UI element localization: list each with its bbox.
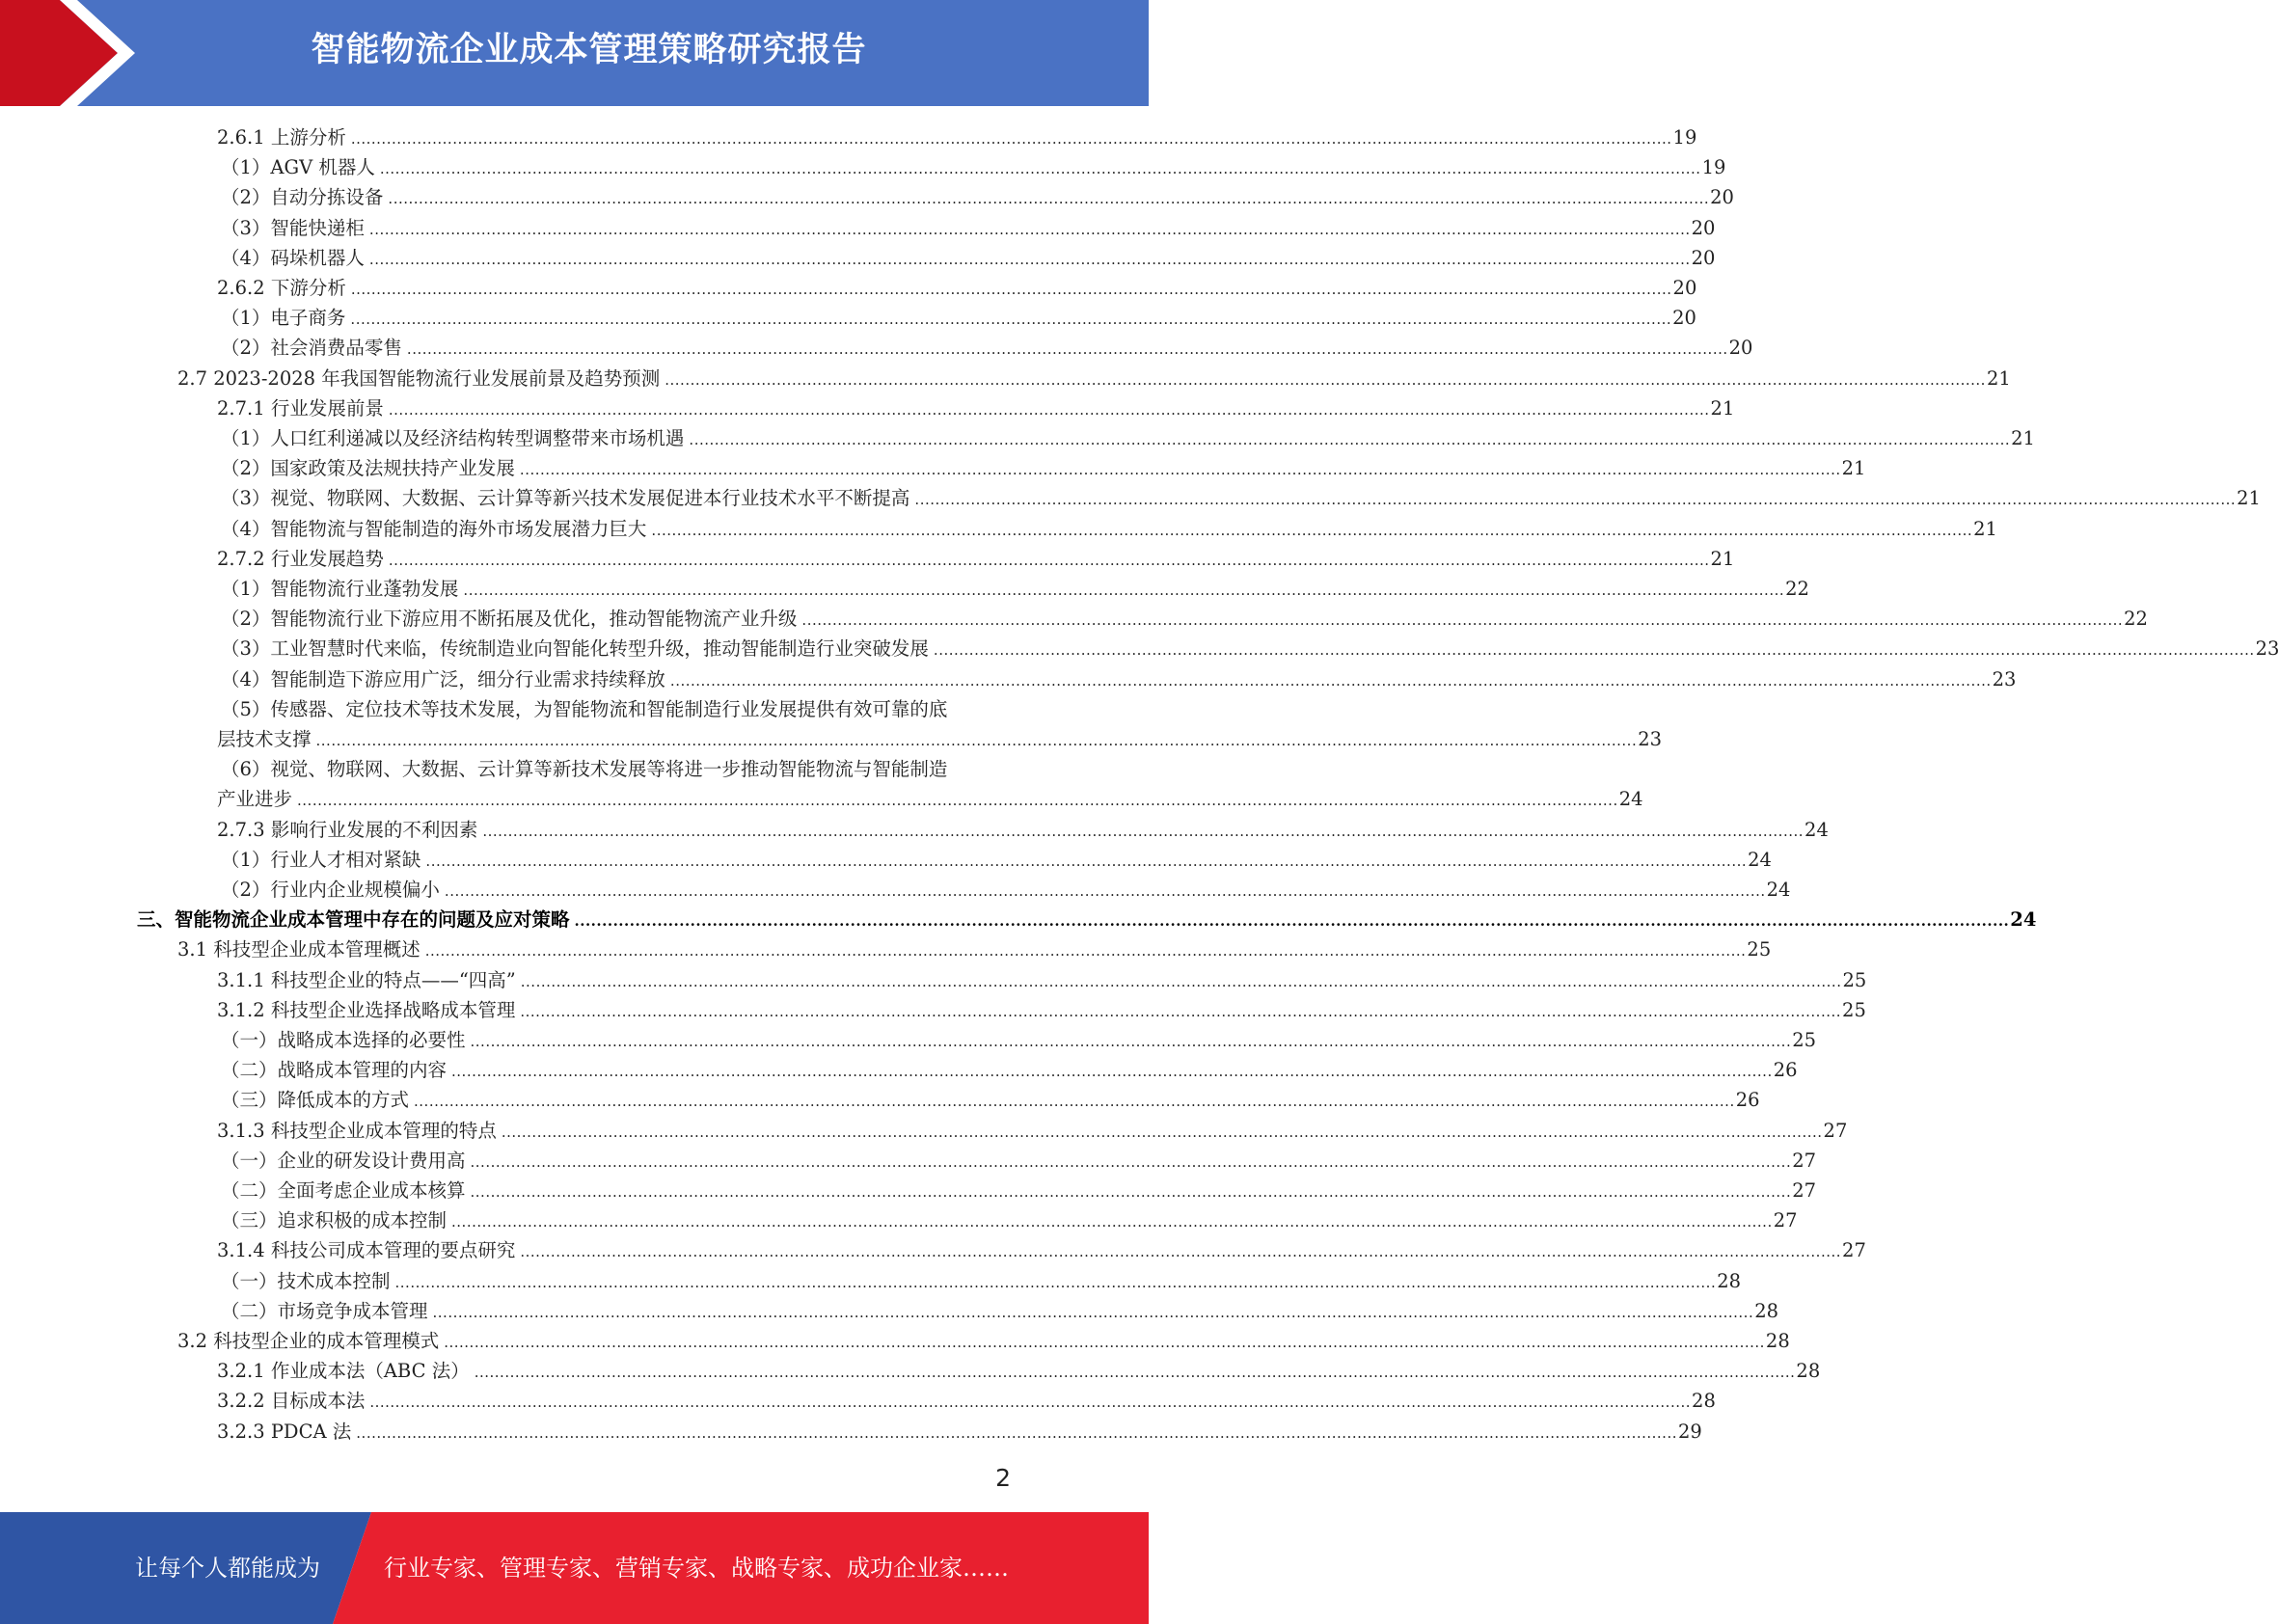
toc-entry-page: 21	[1973, 517, 1997, 540]
toc-entry-page: 21	[2011, 427, 2035, 449]
toc-entry[interactable]	[177, 364, 2011, 393]
toc-entry[interactable]	[217, 754, 1643, 814]
toc-entry-title: 3.2.1 作业成本法（ABC 法）	[217, 1360, 470, 1383]
toc-dot-leader: ....................................................................................................................................................................................................................................................................	[914, 491, 2237, 509]
toc-entry-title: （一）企业的研发设计费用高	[221, 1149, 466, 1172]
toc-entry[interactable]	[217, 544, 1735, 574]
toc-entry-title: （1）AGV 机器人	[221, 156, 375, 179]
toc-entry-title: 3.1 科技型企业成本管理概述	[177, 938, 421, 961]
toc-entry[interactable]	[177, 934, 1772, 964]
toc-entry-title: （1）电子商务	[221, 307, 346, 330]
toc-dot-leader: ....................................................................................................................................................................................................................................................................	[470, 1033, 1792, 1050]
toc-entry-page: 20	[1672, 277, 1697, 299]
toc-dot-leader: ....................................................................................................................................................................................................................................................................	[350, 130, 1672, 148]
toc-entry-page: 28	[1692, 1390, 1716, 1413]
toc-entry-page: 25	[1747, 938, 1772, 961]
toc-entry-title: （3）工业智慧时代来临，传统制造业向智能化转型升级，推动智能制造行业突破发展	[221, 637, 929, 661]
toc-dot-leader: ....................................................................................................................................................................................................................................................................	[350, 281, 1672, 298]
toc-entry[interactable]	[217, 995, 1866, 1025]
toc-entry-title: （6）视觉、物联网、大数据、云计算等新技术发展等将进一步推动智能物流与智能制造	[221, 758, 948, 781]
toc-entry[interactable]	[221, 604, 2148, 634]
toc-entry-page: 23	[2255, 637, 2279, 661]
toc-entry[interactable]	[217, 1235, 1866, 1265]
toc-entry-page: 28	[1796, 1360, 1821, 1383]
toc-entry[interactable]	[217, 122, 1697, 152]
toc-dot-leader: ....................................................................................................................................................................................................................................................................	[414, 1093, 1735, 1111]
toc-entry-page: 25	[1792, 1029, 1817, 1051]
toc-entry[interactable]	[221, 243, 1716, 273]
toc-entry[interactable]	[221, 303, 1696, 333]
toc-dot-leader: ....................................................................................................................................................................................................................................................................	[432, 1303, 1754, 1321]
toc-entry[interactable]	[221, 634, 2279, 663]
toc-entry-page: 27	[1792, 1149, 1817, 1172]
toc-entry-title: 3.1.4 科技公司成本管理的要点研究	[217, 1239, 516, 1262]
toc-entry-page: 20	[1710, 186, 1734, 209]
toc-dot-leader: ....................................................................................................................................................................................................................................................................	[933, 641, 2255, 660]
page-number: 2	[995, 1464, 1011, 1492]
toc-dot-leader: ....................................................................................................................................................................................................................................................................	[369, 1394, 1692, 1412]
toc-entry[interactable]	[217, 965, 1867, 995]
toc-entry-page: 21	[1710, 547, 1735, 570]
toc-entry-page: 27	[1842, 1239, 1866, 1262]
toc-entry[interactable]	[221, 1205, 1798, 1235]
toc-entry-page: 21	[2237, 487, 2261, 510]
toc-entry[interactable]	[221, 1025, 1817, 1055]
toc-entry[interactable]	[217, 1386, 1716, 1416]
toc-entry[interactable]	[221, 453, 1866, 483]
toc-entry-page: 24	[1748, 848, 1772, 871]
toc-entry-title: 2.7.3 影响行业发展的不利因素	[217, 818, 478, 841]
toc-entry-title: 3.1.3 科技型企业成本管理的特点	[217, 1119, 497, 1142]
toc-entry-title: （一）技术成本控制	[221, 1269, 391, 1292]
document-title: 智能物流企业成本管理策略研究报告	[311, 31, 867, 69]
toc-entry-page: 20	[1691, 216, 1716, 239]
toc-entry-page: 22	[2124, 608, 2148, 631]
toc-dot-leader: ....................................................................................................................................................................................................................................................................	[520, 972, 1842, 990]
toc-dot-leader: ....................................................................................................................................................................................................................................................................	[669, 671, 1992, 690]
toc-dot-leader: ....................................................................................................................................................................................................................................................................	[665, 370, 1986, 389]
toc-dot-leader: ....................................................................................................................................................................................................................................................................	[368, 250, 1691, 268]
toc-entry-page: 24	[1766, 879, 1791, 901]
toc-entry[interactable]	[221, 1176, 1817, 1205]
toc-entry-page: 28	[1754, 1299, 1779, 1322]
toc-dot-leader: ....................................................................................................................................................................................................................................................................	[394, 1273, 1717, 1291]
toc-dot-leader: ....................................................................................................................................................................................................................................................................	[451, 1063, 1773, 1081]
toc-entry-title: 3.1.1 科技型企业的特点——“四高”	[217, 968, 516, 991]
toc-dot-leader: ....................................................................................................................................................................................................................................................................	[406, 340, 1728, 359]
footer-banner	[0, 1512, 1149, 1624]
toc-entry-page: 20	[1691, 246, 1716, 269]
toc-entry-page: 21	[1986, 366, 2011, 390]
header-banner	[0, 0, 1149, 106]
toc-dot-leader: ....................................................................................................................................................................................................................................................................	[379, 160, 1701, 178]
toc-entry[interactable]	[217, 273, 1697, 303]
toc-dot-leader: ....................................................................................................................................................................................................................................................................	[350, 311, 1672, 329]
toc-entry-page: 26	[1735, 1089, 1760, 1112]
toc-entry-title: （1）智能物流行业蓬勃发展	[221, 578, 459, 600]
toc-entry-title: 3.2.3 PDCA 法	[217, 1420, 352, 1443]
toc-entry[interactable]	[217, 694, 1663, 754]
toc-entry-title: （1）行业人才相对紧缺	[221, 848, 421, 871]
toc-entry-page: 19	[1701, 156, 1726, 179]
toc-entry-page: 19	[1672, 126, 1697, 149]
toc-entry[interactable]	[221, 152, 1726, 182]
toc-entry[interactable]	[221, 845, 1772, 875]
toc-entry-title: （2）国家政策及法规扶持产业发展	[221, 457, 515, 480]
toc-dot-leader: ....................................................................................................................................................................................................................................................................	[368, 220, 1691, 238]
toc-entry-page: 28	[1717, 1269, 1742, 1292]
toc-entry-title: （4）码垛机器人	[221, 246, 365, 269]
toc-dot-leader: ....................................................................................................................................................................................................................................................................	[463, 582, 1785, 599]
footer-slogan-left: 让每个人都能成为	[135, 1555, 320, 1582]
toc-entry-title: （2）自动分拣设备	[221, 186, 384, 209]
toc-dot-leader: ....................................................................................................................................................................................................................................................................	[297, 792, 1618, 810]
toc-entry-title: （1）人口红利递减以及经济结构转型调整带来市场机遇	[221, 427, 685, 449]
toc-entry[interactable]	[221, 875, 1791, 905]
toc-dot-leader: ....................................................................................................................................................................................................................................................................	[388, 551, 1710, 569]
toc-entry[interactable]	[221, 1146, 1817, 1176]
toc-entry-title: （二）全面考虑企业成本核算	[221, 1179, 466, 1202]
toc-entry[interactable]	[221, 574, 1809, 604]
toc-entry[interactable]	[221, 1266, 1742, 1296]
toc-entry-title: （二）战略成本管理的内容	[221, 1059, 448, 1082]
toc-entry[interactable]	[217, 393, 1735, 423]
toc-entry-page: 27	[1773, 1209, 1798, 1232]
toc-entry-page: 20	[1672, 307, 1696, 330]
toc-dot-leader: ....................................................................................................................................................................................................................................................................	[520, 1002, 1842, 1020]
toc-entry-page: 24	[1618, 788, 1643, 811]
toc-dot-leader: ....................................................................................................................................................................................................................................................................	[574, 912, 2010, 931]
toc-entry[interactable]	[221, 514, 1997, 544]
toc-entry-page: 29	[1677, 1420, 1702, 1443]
toc-entry-title: （二）市场竞争成本管理	[221, 1299, 428, 1322]
toc-entry[interactable]	[221, 1085, 1760, 1115]
toc-entry-page: 21	[1710, 396, 1735, 420]
toc-dot-leader: ....................................................................................................................................................................................................................................................................	[651, 521, 1973, 539]
toc-entry-title-continued: 层技术支撑	[217, 727, 312, 750]
toc-dot-leader: ....................................................................................................................................................................................................................................................................	[444, 1334, 1765, 1351]
toc-dot-leader: ....................................................................................................................................................................................................................................................................	[474, 1364, 1796, 1382]
toc-dot-leader: ....................................................................................................................................................................................................................................................................	[451, 1213, 1773, 1232]
toc-entry-page: 24	[2010, 908, 2037, 932]
toc-entry-page: 27	[1823, 1119, 1848, 1142]
toc-entry-page: 23	[1992, 667, 2017, 690]
toc-entry-page: 22	[1785, 578, 1809, 600]
toc-entry-page: 20	[1728, 337, 1753, 360]
toc-entry[interactable]	[221, 333, 1753, 363]
toc-entry[interactable]	[217, 1356, 1821, 1386]
toc-dot-leader: ....................................................................................................................................................................................................................................................................	[470, 1183, 1792, 1201]
toc-entry-title: （三）降低成本的方式	[221, 1089, 410, 1112]
toc-entry-title: （4）智能制造下游应用广泛，细分行业需求持续释放	[221, 667, 665, 690]
toc-dot-leader: ....................................................................................................................................................................................................................................................................	[388, 400, 1710, 419]
toc-entry-page: 24	[1804, 818, 1829, 841]
toc-dot-leader: ....................................................................................................................................................................................................................................................................	[482, 822, 1804, 840]
toc-entry-title: （4）智能物流与智能制造的海外市场发展潜力巨大	[221, 517, 647, 540]
toc-entry-title: （三）追求积极的成本控制	[221, 1209, 448, 1232]
toc-entry-title: 2.6.1 上游分析	[217, 126, 346, 149]
toc-dot-leader: ....................................................................................................................................................................................................................................................................	[520, 1243, 1842, 1261]
toc-entry[interactable]	[217, 1116, 1848, 1146]
toc-entry-page: 26	[1773, 1059, 1798, 1082]
toc-dot-leader: ....................................................................................................................................................................................................................................................................	[315, 731, 1638, 749]
toc-entry-title: 2.7 2023-2028 年我国智能物流行业发展前景及趋势预测	[177, 366, 661, 390]
toc-entry-title: （2）社会消费品零售	[221, 337, 402, 360]
toc-entry[interactable]	[137, 905, 2037, 934]
toc-entry-title-continued: 产业进步	[217, 788, 293, 811]
toc-entry-page: 25	[1842, 968, 1867, 991]
toc-dot-leader: ....................................................................................................................................................................................................................................................................	[424, 942, 1747, 961]
toc-entry-title: （一）战略成本选择的必要性	[221, 1029, 466, 1051]
toc-entry-page: 27	[1792, 1179, 1817, 1202]
toc-entry-title: 3.2 科技型企业的成本管理模式	[177, 1330, 440, 1352]
toc-entry[interactable]	[221, 213, 1716, 243]
toc-entry-page: 23	[1638, 727, 1663, 750]
toc-entry-page: 21	[1841, 457, 1866, 480]
toc-entry[interactable]	[221, 483, 2261, 513]
toc-entry-title: 3.1.2 科技型企业选择战略成本管理	[217, 998, 516, 1021]
toc-entry-title: 2.7.1 行业发展前景	[217, 396, 384, 420]
toc-entry-title: 2.6.2 下游分析	[217, 277, 346, 299]
toc-dot-leader: ....................................................................................................................................................................................................................................................................	[356, 1423, 1677, 1442]
toc-dot-leader: ....................................................................................................................................................................................................................................................................	[501, 1123, 1823, 1141]
toc-entry[interactable]	[217, 815, 1829, 845]
toc-entry-title: （2）行业内企业规模偏小	[221, 879, 440, 901]
toc-dot-leader: ....................................................................................................................................................................................................................................................................	[519, 461, 1841, 479]
footer-slogan-right: 行业专家、管理专家、营销专家、战略专家、成功企业家……	[384, 1555, 1009, 1582]
toc-dot-leader: ....................................................................................................................................................................................................................................................................	[470, 1152, 1792, 1171]
toc-entry-page: 25	[1842, 998, 1866, 1021]
toc-dot-leader: ....................................................................................................................................................................................................................................................................	[689, 431, 2011, 448]
toc-entry-title: （3）智能快递柜	[221, 216, 365, 239]
toc-entry-title: （2）智能物流行业下游应用不断拓展及优化，推动智能物流产业升级	[221, 608, 798, 631]
toc-entry-title: （5）传感器、定位技术等技术发展，为智能物流和智能制造行业发展提供有效可靠的底	[221, 697, 948, 720]
toc-entry[interactable]	[217, 1417, 1702, 1447]
toc-dot-leader: ....................................................................................................................................................................................................................................................................	[388, 190, 1710, 208]
toc-entry[interactable]	[221, 664, 2017, 694]
toc-entry-title: 3.2.2 目标成本法	[217, 1390, 366, 1413]
toc-entry[interactable]	[221, 1296, 1779, 1326]
toc-entry-title: 2.7.2 行业发展趋势	[217, 547, 384, 570]
toc-entry[interactable]	[221, 182, 1734, 212]
toc-entry[interactable]	[177, 1326, 1790, 1356]
toc-entry[interactable]	[221, 1055, 1798, 1085]
toc-dot-leader: ....................................................................................................................................................................................................................................................................	[444, 882, 1766, 900]
toc-dot-leader: ....................................................................................................................................................................................................................................................................	[425, 852, 1748, 870]
toc-entry-title: （3）视觉、物联网、大数据、云计算等新兴技术发展促进本行业技术水平不断提高	[221, 487, 910, 510]
toc-dot-leader: ....................................................................................................................................................................................................................................................................	[801, 611, 2124, 630]
toc-entry[interactable]	[221, 423, 2035, 453]
toc-entry-title: 三、智能物流企业成本管理中存在的问题及应对策略	[137, 908, 570, 932]
toc-entry-page: 28	[1765, 1330, 1790, 1352]
